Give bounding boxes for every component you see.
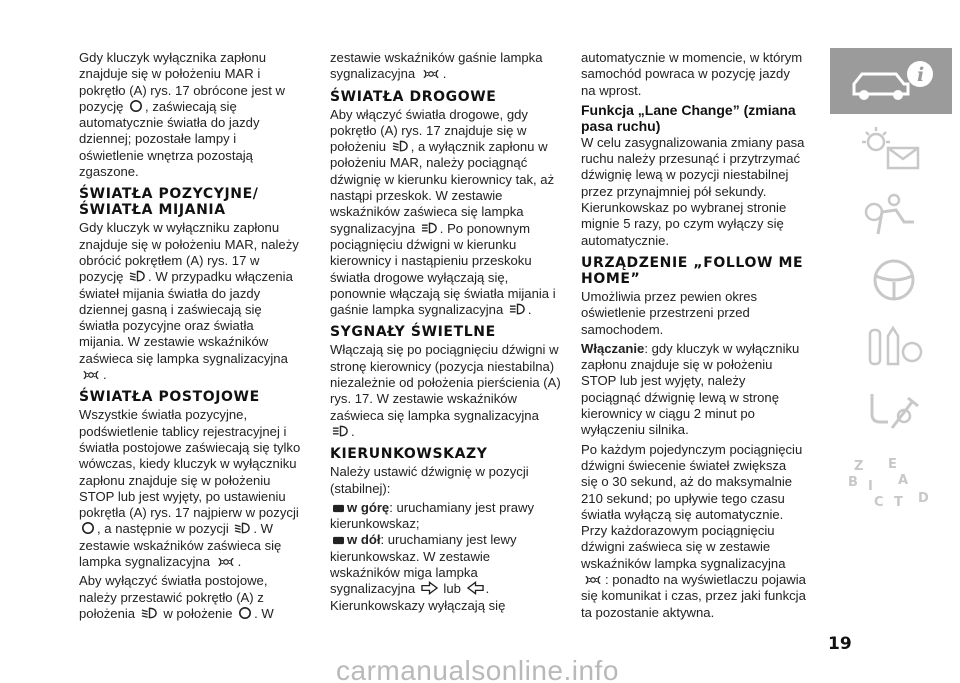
heading-flash-signals: SYGNAŁY ŚWIETLNE [330,324,496,341]
parking-lights-icon [216,556,236,568]
index-letter: B [848,475,858,490]
paragraph-follow-intro: Umożliwia przez pewien okres oświetlenie przestrzeni przed samochodem. [581,288,758,337]
steering-wheel-icon [848,256,938,306]
service-wrench-icon [848,388,938,438]
paragraph-turn-intro: Należy ustawić dźwignię w pozycji (stabilnej): [330,464,529,496]
list-item-up: w górę: uruchamiany jest prawy kierunkowskaz; [330,499,535,532]
circle-symbol-icon [238,606,252,620]
tab-emergency[interactable] [830,312,952,378]
paragraph-follow-detail: Po każdym pojedynczym pociągnięciu dźwigni świecenie świateł zwiększa się o 30 sekund, aż do maksymalnie 210 sekund; po upływie tego czasu światła wyłączą się automatycznie. Przy każdorazowym pociągnięciu dźwigni zaświeca się w zestawie wskaźników lampka sygnalizacyjna : ponadto na wyświetlaczu pojawia się komunikat i czas, przez jaki funkcja ta pozostanie aktywna. [581,441,806,620]
column-1 [79,50,301,625]
paragraph-low-beam: Gdy kluczyk w wyłączniku zapłonu znajduje się w położeniu MAR, należy obrócić pokrętłem (A) rys. 17 w pozycję . W przypadku włączenia świateł mijania światła do jazdy dziennej gasną i zaświecają się światła pozycyjne oraz światła mijania. W zestawie wskaźników zaświeca się lampka sygnalizacyjna . [79,220,299,383]
tab-warning-lights[interactable] [830,114,952,180]
index-letter: A [898,473,909,488]
paragraph-drl: Gdy kluczyk wyłącznika zapłonu znajduje się w położeniu MAR i pokrętło (A) rys. 17 obrócone jest w pozycję , zaświecają się automatycznie światła do jazdy dziennej; pozostałe lampy i oświetlenie wnętrza pozostają zgaszone. [79,50,285,180]
low-beam-icon [129,269,146,283]
paragraph-lane-change: W celu zasygnalizowania zmiany pasa ruchu należy przesunąć i przytrzymać dźwignię lewą w pozycji niestabilnej przez przynajmniej pół sekundy. Kierunkowskaz po wybranej stronie mignie 5 razy, po czym wyłączy się automatycznie. [581,134,805,248]
heading-follow-me-home: URZĄDZENIE „FOLLOW ME HOME” [581,254,804,287]
high-beam-icon [421,221,438,235]
arrow-right-icon [421,581,438,595]
index-letter: Z [854,459,864,474]
tab-driving[interactable] [830,246,952,312]
column-2 [330,50,562,617]
list-item-down: w dół: uruchamiany jest lewy kierunkowskaz. W zestawie wskaźników miga lampka sygnalizacyjna lub . Kierunkowskazy wyłączają się [330,532,517,613]
airbag-seat-icon [848,190,938,240]
bullet-icon [332,503,345,514]
parking-lights-icon [81,369,101,381]
chapter-sidebar [830,48,952,510]
index-letter: C [874,495,884,510]
paragraph-flash: Włączają się po pociągnięciu dźwigni w stronę kierownicy (pozycja niestabilna) niezależnie od położenia pierścienia (A) rys. 17. W zestawie wskaźników zaświeca się lampka sygnalizacyjna . [330,342,561,439]
tools-icon [848,322,938,372]
tab-car-info[interactable] [830,48,952,114]
index-letter: I [868,479,873,494]
column-3 [581,50,806,624]
circle-symbol-icon [129,99,143,113]
low-beam-icon [392,139,409,153]
paragraph-parking-cont: zestawie wskaźników gaśnie lampka sygnalizacyjna . [330,50,543,82]
paragraph-parking-off: Aby wyłączyć światła postojowe, należy przestawić pokrętło (A) z położenia w położenie . W [79,573,274,621]
heading-parking-lights: ŚWIATŁA POSTOJOWE [79,389,260,406]
paragraph-turn-off: automatycznie w momencie, w którym samochód powraca w pozycję jazdy na wprost. [581,50,803,98]
arrow-left-icon [467,581,484,595]
high-beam-icon [509,302,526,316]
paragraph-parking: Wszystkie światła pozycyjne, podświetlenie tablicy rejestracyjnej i światła postojowe zaświecają się tylko wówczas, kiedy kluczyk w wyłączniku zapłonu znajduje się w położeniu STOP lub jest wyjęty, po ustawieniu pokrętła (A) rys. 17 najpierw w pozycji , a następnie w pozycji . W zestawie wskaźników zaświeca się lampka sygnalizacyjna . [79,407,301,570]
parking-lights-icon [421,68,441,80]
bullet-icon [332,535,345,546]
index-letter: E [888,457,897,472]
watermark: carmanualsonline.info [336,655,619,683]
warning-lights-icon [848,124,938,174]
parking-lights-icon [583,574,603,586]
car-info-icon [848,58,938,108]
high-beam-icon [332,424,349,438]
heading-position-lights: ŚWIATŁA POZYCYJNE/ŚWIATŁA MIJANIA [79,186,259,219]
page-number: 19 [828,634,852,654]
index-letter: D [918,491,929,506]
index-letters-icon [848,454,938,510]
circle-symbol-icon [81,521,95,535]
heading-high-beam: ŚWIATŁA DROGOWE [330,88,497,105]
low-beam-icon [141,606,158,620]
index-letter: T [894,495,903,510]
svg-text:i: i [917,64,925,86]
low-beam-icon [234,521,251,535]
tab-safety[interactable] [830,180,952,246]
paragraph-high-beam: Aby włączyć światła drogowe, gdy pokrętło (A) rys. 17 znajduje się w położeniu , a wyłącznik zapłonu w położeniu MAR, należy pociągnąć dźwignię w kierunku kierownicy tak, aż nastąpi przeskok. W zestawie wskaźników zaświeca się lampka sygnalizacyjna . Po ponownym pociągnięciu dźwigni w kierunku kierownicy i nastąpieniu przeskoku światła drogowe wyłączają się, ponownie włączają się światła mijania i gaśnie lampka sygnalizacyjna . [330,106,556,318]
paragraph-switch-on: Włączanie: gdy kluczyk w wyłączniku zapłonu znajduje się w położeniu STOP lub jest wyjęty, należy pociągnąć dźwignię lewą w stronę kierownicy w ciągu 2 minut po wyłączeniu silnika. [581,340,800,438]
heading-turn-signals: KIERUNKOWSKAZY [330,446,488,463]
heading-lane-change: Funkcja „Lane Change” (zmiana pasa ruchu) [581,101,796,134]
tab-maintenance[interactable] [830,378,952,444]
tab-index[interactable] [830,444,952,510]
